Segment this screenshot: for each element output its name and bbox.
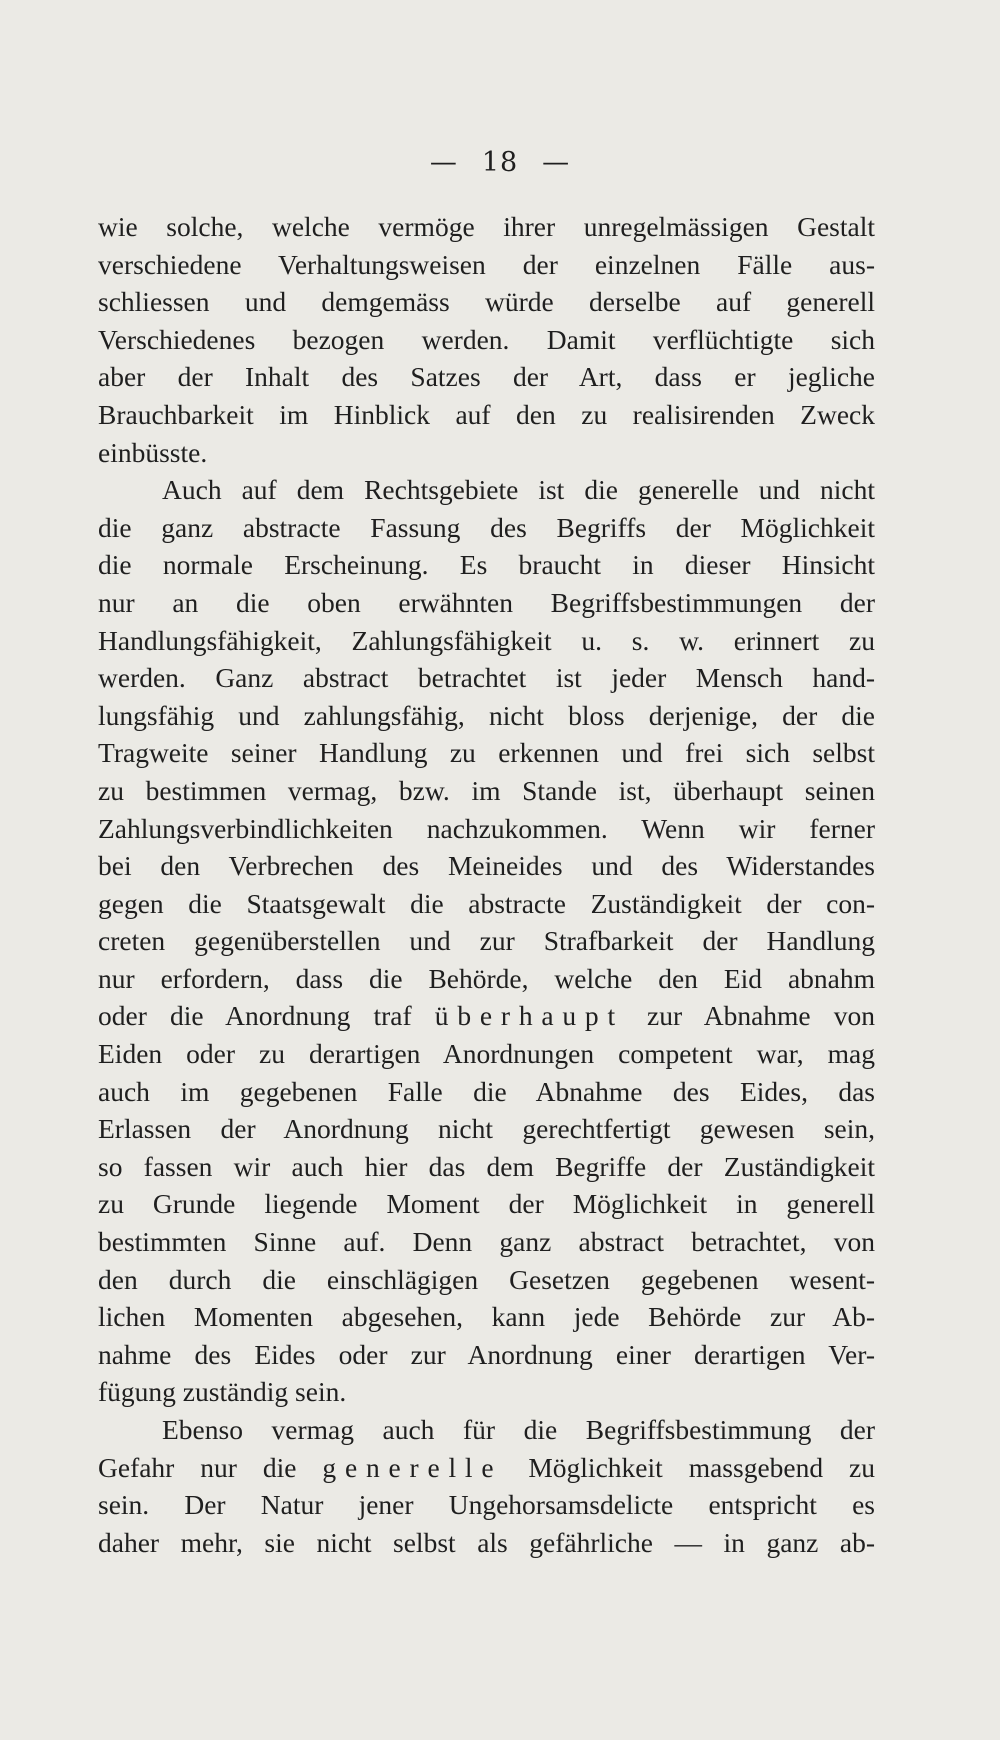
emphasized-word: generelle bbox=[322, 1451, 503, 1483]
text-line: die ganz abstracte Fassung des Begriffs der Möglichkeit bbox=[98, 511, 875, 543]
page-number bbox=[0, 147, 1000, 178]
text-line: nur erfordern, dass die Behörde, welche den Eid abnahm bbox=[98, 962, 875, 994]
text-line: bei den Verbrechen des Meineides und des Widerstandes bbox=[98, 850, 875, 882]
text-line: so fassen wir auch hier das dem Begriffe der Zuständigkeit bbox=[98, 1150, 875, 1182]
text-segment: zur Abnahme von bbox=[623, 1000, 875, 1032]
text-line: nur an die oben erwähnten Begriffsbestimmungen der bbox=[98, 586, 875, 618]
page-number-value: 18 bbox=[481, 147, 519, 178]
text-line: Eiden oder zu derartigen Anordnungen competent war, mag bbox=[98, 1038, 875, 1070]
text-line: Tragweite seiner Handlung zu erkennen und frei sich selbst bbox=[98, 737, 875, 769]
text-line: Ebenso vermag auch für die Begriffsbestimmung der bbox=[162, 1414, 875, 1445]
text-line: schliessen und demgemäss würde derselbe auf generell bbox=[98, 286, 875, 318]
text-line: creten gegenüberstellen und zur Strafbarkeit der Handlung bbox=[98, 925, 875, 957]
page-number-dash-left: — bbox=[429, 147, 458, 178]
text-line: verschiedene Verhaltungsweisen der einzelnen Fälle aus- bbox=[98, 248, 875, 280]
text-line: den durch die einschlägigen Gesetzen gegebenen wesent- bbox=[98, 1263, 875, 1295]
text-line: nahme des Eides oder zur Anordnung einer derartigen Ver- bbox=[98, 1338, 875, 1370]
text-line: Erlassen der Anordnung nicht gerechtfertigt gewesen sein, bbox=[98, 1113, 875, 1145]
text-line: Auch auf dem Rechtsgebiete ist die generelle und nicht bbox=[162, 474, 875, 506]
text-line: zu Grunde liegende Moment der Möglichkeit in generell bbox=[98, 1188, 875, 1220]
text-line: bestimmten Sinne auf. Denn ganz abstract betrachtet, von bbox=[98, 1226, 875, 1258]
text-segment: Möglichkeit massgebend zu bbox=[502, 1451, 875, 1483]
text-line: wie solche, welche vermöge ihrer unregelmässigen Gestalt bbox=[98, 211, 875, 242]
text-line: aber der Inhalt des Satzes der Art, dass er jegliche bbox=[98, 361, 875, 393]
text-segment: oder die Anordnung traf bbox=[98, 1000, 435, 1032]
text-line: auch im gegebenen Falle die Abnahme des Eides, das bbox=[98, 1075, 875, 1107]
text-line: Verschiedenes bezogen werden. Damit verflüchtigte sich bbox=[98, 323, 875, 355]
text-line: Handlungsfähigkeit, Zahlungsfähigkeit u. s. w. erinnert zu bbox=[98, 624, 875, 656]
text-line: werden. Ganz abstract betrachtet ist jeder Mensch hand- bbox=[98, 662, 875, 694]
text-line: lichen Momenten abgesehen, kann jede Behörde zur Ab- bbox=[98, 1301, 875, 1333]
text-line: einbüsste. bbox=[98, 436, 208, 468]
text-line: zu bestimmen vermag, bzw. im Stande ist, überhaupt seinen bbox=[98, 774, 875, 806]
text-line: fügung zuständig sein. bbox=[98, 1376, 347, 1408]
text-line: gegen die Staatsgewalt die abstracte Zuständigkeit der con- bbox=[98, 887, 875, 919]
emphasized-word: überhaupt bbox=[434, 1000, 624, 1032]
text-line: Zahlungsverbindlichkeiten nachzukommen. Wenn wir ferner bbox=[98, 812, 875, 844]
text-line bbox=[98, 997, 875, 1035]
text-segment: Gefahr nur die bbox=[98, 1451, 323, 1483]
text-line: lungsfähig und zahlungsfähig, nicht bloss derjenige, der die bbox=[98, 699, 875, 731]
page-number-dash-right: — bbox=[542, 147, 571, 178]
text-line: daher mehr, sie nicht selbst als gefährliche — in ganz ab- bbox=[98, 1526, 875, 1558]
text-line: sein. Der Natur jener Ungehorsamsdelicte entspricht es bbox=[98, 1489, 875, 1521]
text-line bbox=[98, 1449, 875, 1487]
text-line: Brauchbarkeit im Hinblick auf den zu realisirenden Zweck bbox=[98, 398, 875, 430]
text-line: die normale Erscheinung. Es braucht in dieser Hinsicht bbox=[98, 549, 875, 581]
body-text bbox=[98, 208, 875, 1561]
